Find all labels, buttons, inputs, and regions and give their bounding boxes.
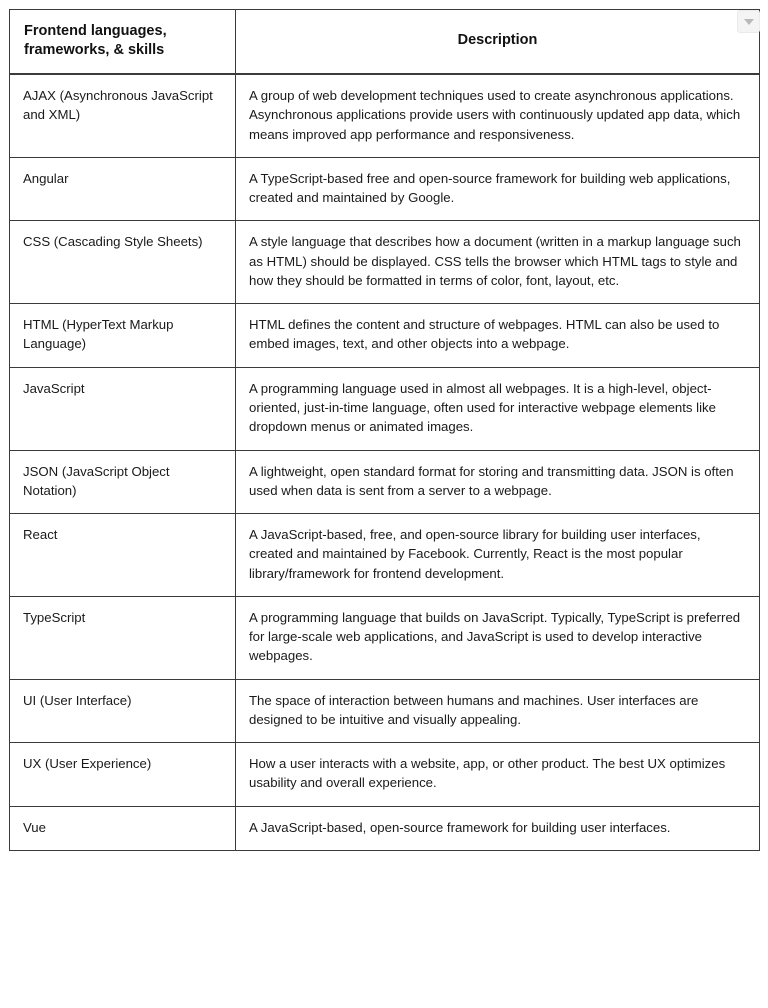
cell-term: UX (User Experience) (10, 743, 236, 807)
cell-term: Angular (10, 157, 236, 221)
skills-table-container (9, 9, 759, 851)
column-header-term: Frontend languages, frameworks, & skills (10, 10, 236, 75)
table-header (10, 10, 760, 75)
cell-description: A JavaScript-based, open-source framework for building user interfaces. (236, 806, 760, 850)
cell-description: HTML defines the content and structure of webpages. HTML can also be used to embed images, text, and other objects into a webpage. (236, 304, 760, 368)
cell-description: A lightweight, open standard format for storing and transmitting data. JSON is often used when data is sent from a server to a webpage. (236, 450, 760, 514)
chevron-down-icon (744, 19, 754, 25)
corner-dropdown-button[interactable] (737, 10, 760, 33)
table-row (10, 596, 760, 679)
table-row (10, 743, 760, 807)
cell-term: HTML (HyperText Markup Language) (10, 304, 236, 368)
cell-term: TypeScript (10, 596, 236, 679)
cell-description: A JavaScript-based, free, and open-source library for building user interfaces, created and maintained by Facebook. Currently, React is the most popular library/framework for frontend development. (236, 514, 760, 597)
cell-description: The space of interaction between humans and machines. User interfaces are designed to be intuitive and visually appealing. (236, 679, 760, 743)
cell-term: Vue (10, 806, 236, 850)
cell-description: A programming language used in almost all webpages. It is a high-level, object-oriented, just-in-time language, often used for interactive webpage elements like dropdown menus or animated images. (236, 367, 760, 450)
cell-term: UI (User Interface) (10, 679, 236, 743)
table-row (10, 74, 760, 157)
table-row (10, 157, 760, 221)
cell-term: JSON (JavaScript Object Notation) (10, 450, 236, 514)
cell-term: CSS (Cascading Style Sheets) (10, 221, 236, 304)
table-row (10, 221, 760, 304)
table-row (10, 367, 760, 450)
cell-description: A group of web development techniques used to create asynchronous applications. Asynchronous applications provide users with continuously updated app data, which means improved app performance and responsiveness. (236, 74, 760, 157)
cell-description: A style language that describes how a document (written in a markup language such as HTML) should be displayed. CSS tells the browser which HTML tags to style and how they should be formatted in terms of color, font, layout, etc. (236, 221, 760, 304)
cell-description: How a user interacts with a website, app, or other product. The best UX optimizes usability and overall experience. (236, 743, 760, 807)
frontend-skills-table (9, 9, 760, 851)
table-row (10, 806, 760, 850)
table-row (10, 679, 760, 743)
cell-term: AJAX (Asynchronous JavaScript and XML) (10, 74, 236, 157)
table-header-row (10, 10, 760, 75)
column-header-description: Description (236, 10, 760, 75)
cell-description: A programming language that builds on JavaScript. Typically, TypeScript is preferred for large-scale web applications, and JavaScript is used to develop interactive webpages. (236, 596, 760, 679)
table-body (10, 74, 760, 850)
table-row (10, 450, 760, 514)
table-row (10, 304, 760, 368)
table-row (10, 514, 760, 597)
cell-term: React (10, 514, 236, 597)
cell-description: A TypeScript-based free and open-source framework for building web applications, created and maintained by Google. (236, 157, 760, 221)
cell-term: JavaScript (10, 367, 236, 450)
